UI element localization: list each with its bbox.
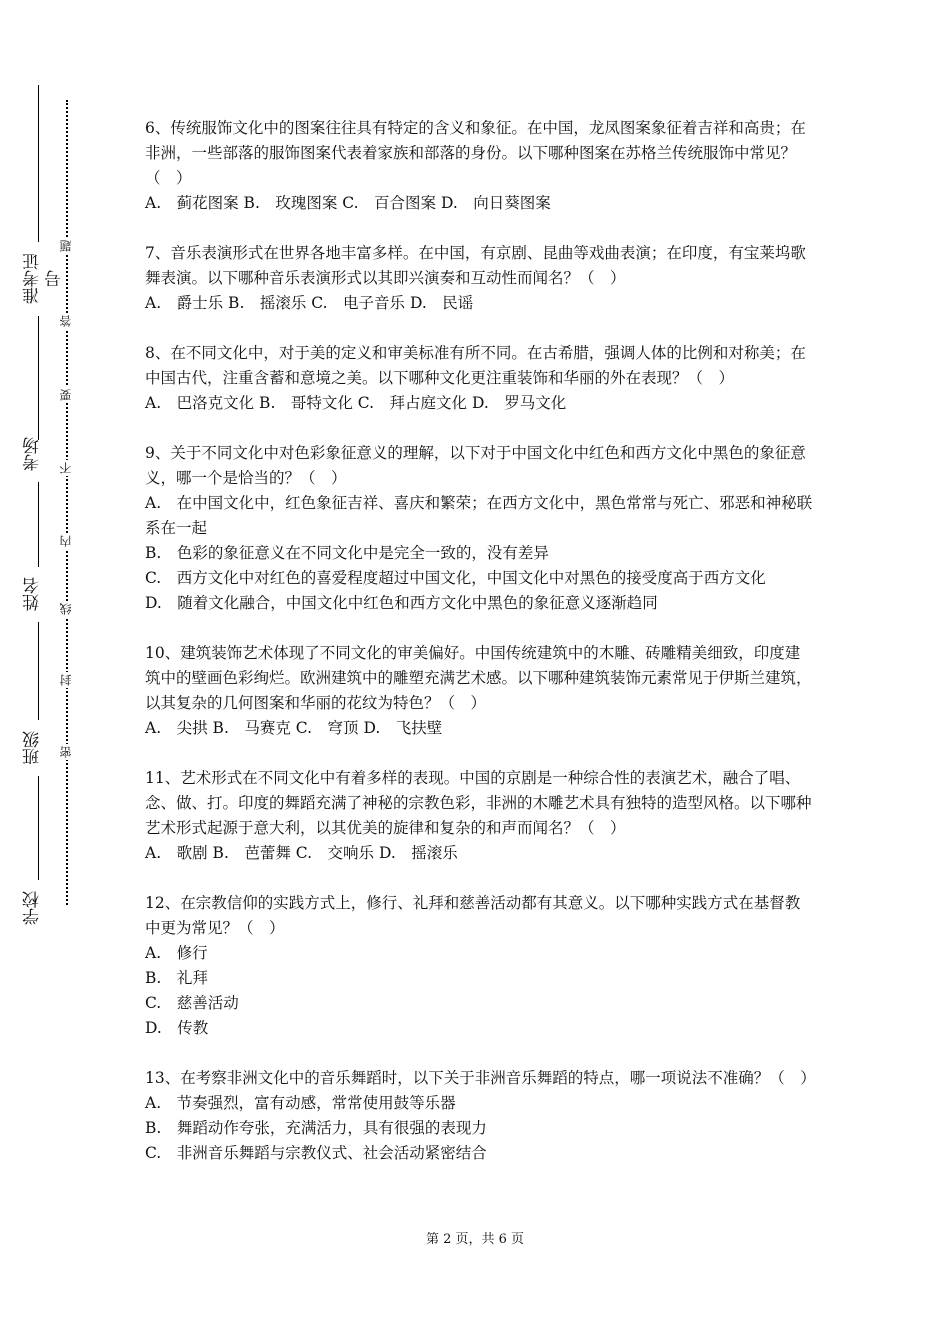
- seal-char: 线: [59, 603, 73, 615]
- option-c: C. 慈善活动: [145, 994, 239, 1012]
- question-8: [145, 341, 815, 416]
- question-stem: 6、传统服饰文化中的图案往往具有特定的含义和象征。在中国，龙凤图案象征着吉祥和高贵；在非洲，一些部落的服饰图案代表着家族和部落的身份。以下哪种图案在苏格兰传统服饰中常见？（ ）: [145, 119, 806, 187]
- page-number-footer: 第 2 页，共 6 页: [425, 1232, 525, 1247]
- seal-char: 密: [59, 746, 73, 758]
- option-c: C. 西方文化中对红色的喜爱程度超过中国文化，中国文化中对黑色的接受度高于西方文化: [145, 569, 766, 587]
- seal-char: 要: [59, 389, 73, 401]
- option-b: B. 礼拜: [145, 969, 208, 987]
- seal-char: 题: [59, 240, 73, 252]
- question-stem: 10、建筑装饰艺术体现了不同文化的审美偏好。中国传统建筑中的木雕、砖雕精美细致，印度建筑中的壁画色彩绚烂。欧洲建筑中的雕塑充满艺术感。以下哪种建筑装饰元素常见于伊斯兰建筑，以其复杂的几何图案和华丽的花纹为特色？（ ）: [145, 644, 812, 712]
- question-options: A. 歌剧 B. 芭蕾舞 C. 交响乐 D. 摇滚乐: [145, 844, 458, 862]
- question-13: [145, 1066, 815, 1166]
- field-class-label: 班级: [23, 731, 43, 765]
- field-name-label: 姓名: [23, 577, 43, 611]
- question-stem: 11、艺术形式在不同文化中有着多样的表现。中国的京剧是一种综合性的表演艺术，融合了唱、念、做、打。印度的舞蹈充满了神秘的宗教色彩，非洲的木雕艺术具有独特的造型风格。以下哪种艺术形式起源于意大利，以其优美的旋律和复杂的和声而闻名？（ ）: [145, 769, 812, 837]
- binding-line: [38, 776, 39, 880]
- question-stem: 7、音乐表演形式在世界各地丰富多样。在中国，有京剧、昆曲等戏曲表演；在印度，有宝莱坞歌舞表演。以下哪种音乐表演形式以其即兴演奏和互动性而闻名？（ ）: [145, 244, 806, 287]
- binding-line: [38, 85, 39, 242]
- question-12: [145, 891, 815, 1041]
- question-stem: 8、在不同文化中，对于美的定义和审美标准有所不同。在古希腊，强调人体的比例和对称美；在中国古代，注重含蓄和意境之美。以下哪种文化更注重装饰和华丽的外在表现？（ ）: [145, 344, 806, 387]
- question-10: [145, 641, 815, 741]
- seal-char: 答: [59, 315, 73, 327]
- question-options: A. 尖拱 B. 马赛克 C. 穹顶 D. 飞扶壁: [145, 719, 443, 737]
- question-stem: 12、在宗教信仰的实践方式上，修行、礼拜和慈善活动都有其意义。以下哪种实践方式在基督教中更为常见？（ ）: [145, 894, 801, 937]
- field-exam-room-label: 考场: [23, 437, 43, 471]
- question-options: A. 爵士乐 B. 摇滚乐 C. 电子音乐 D. 民谣: [145, 294, 474, 312]
- question-6: [145, 116, 815, 216]
- binding-line: [38, 622, 39, 720]
- question-7: [145, 241, 815, 316]
- question-11: [145, 766, 815, 866]
- question-list: [145, 116, 815, 1191]
- option-b: B. 色彩的象征意义在不同文化中是完全一致的，没有差异: [145, 544, 549, 562]
- question-options: A. 巴洛克文化 B. 哥特文化 C. 拜占庭文化 D. 罗马文化: [145, 394, 567, 412]
- option-a: A. 节奏强烈，富有动感，常常使用鼓等乐器: [145, 1094, 456, 1112]
- question-stem: 9、关于不同文化中对色彩象征意义的理解，以下对于中国文化中红色和西方文化中黑色的象征意义，哪一个是恰当的？（ ）: [145, 444, 806, 487]
- field-school-label: 学校: [23, 891, 43, 925]
- option-a: A. 修行: [145, 944, 208, 962]
- option-b: B. 舞蹈动作夸张，充满活力，具有很强的表现力: [145, 1119, 487, 1137]
- seal-char: 不: [59, 462, 73, 474]
- binding-line: [38, 482, 39, 567]
- field-exam-number-label: 准考证号: [23, 253, 65, 305]
- binding-margin: [0, 0, 120, 1344]
- option-a: A. 在中国文化中，红色象征吉祥、喜庆和繁荣；在西方文化中，黑色常常与死亡、邪恶和神秘联系在一起: [145, 494, 813, 537]
- seal-char: 内: [59, 535, 73, 547]
- seal-dotted-line: [66, 100, 68, 905]
- seal-char: 封: [59, 674, 73, 686]
- question-stem: 13、在考察非洲文化中的音乐舞蹈时，以下关于非洲音乐舞蹈的特点，哪一项说法不准确？（ ）: [145, 1069, 816, 1087]
- question-9: [145, 441, 815, 616]
- question-options: A. 蓟花图案 B. 玫瑰图案 C. 百合图案 D. 向日葵图案: [145, 194, 551, 212]
- option-d: D. 随着文化融合，中国文化中红色和西方文化中黑色的象征意义逐渐趋同: [145, 594, 658, 612]
- binding-line: [38, 316, 39, 440]
- option-c: C. 非洲音乐舞蹈与宗教仪式、社会活动紧密结合: [145, 1144, 487, 1162]
- option-d: D. 传教: [145, 1019, 209, 1037]
